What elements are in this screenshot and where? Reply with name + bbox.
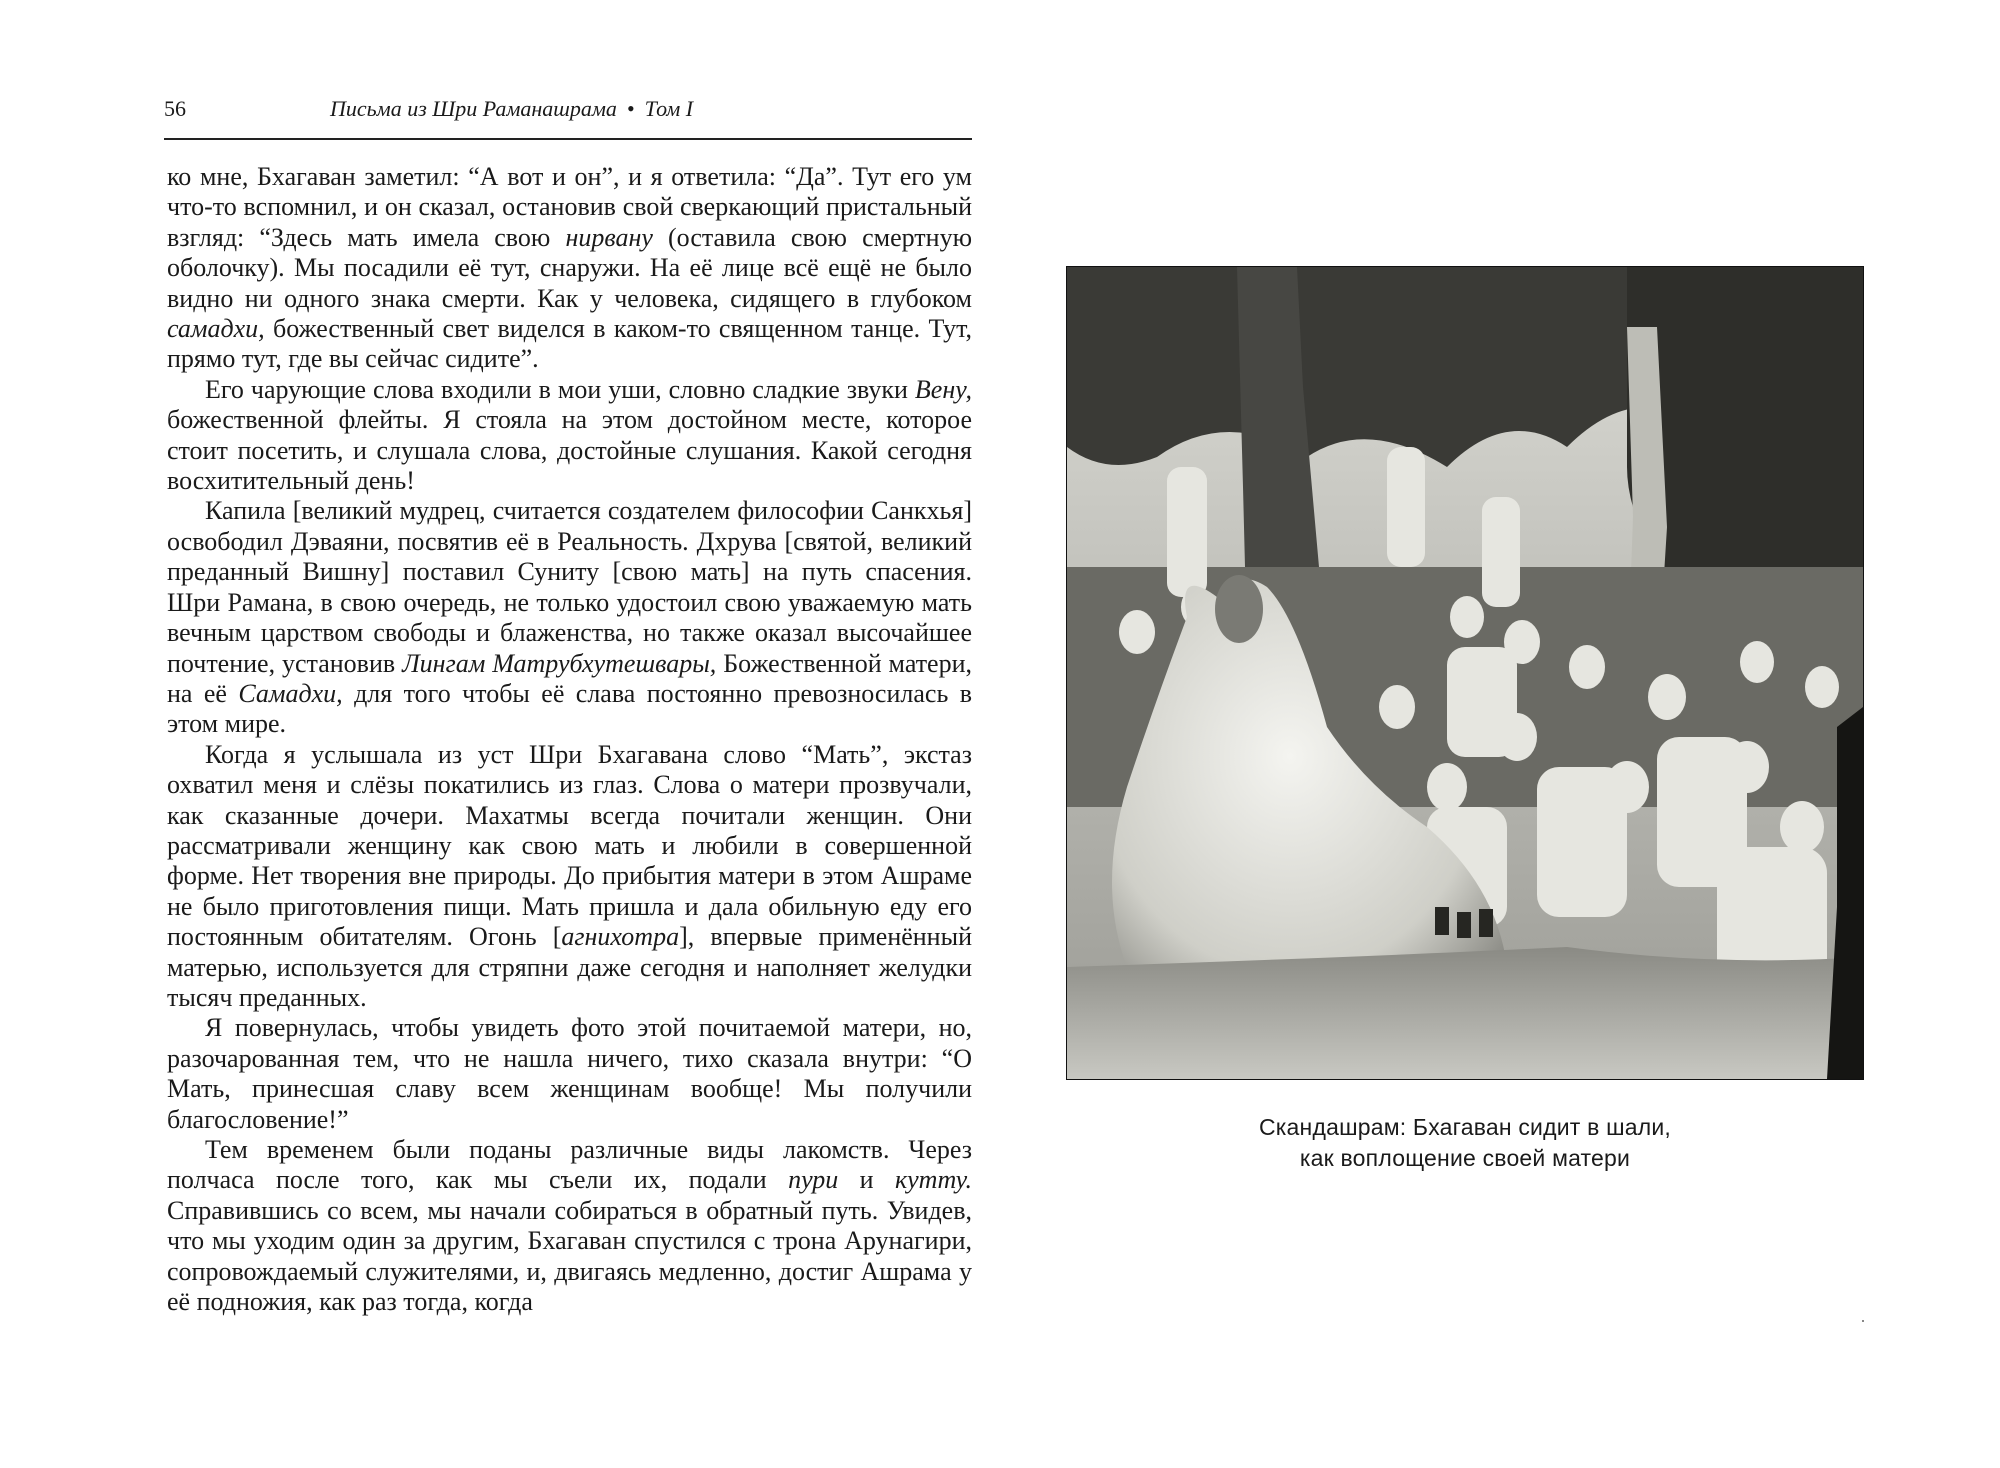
italic-term: Лингам Матрубхутешвары,	[402, 648, 717, 678]
text-run: и	[838, 1165, 895, 1195]
body-paragraph	[167, 162, 972, 375]
text-run: ко мне, Бхагаван заметил: “А вот и он”, и я ответила: “Да”. Тут его ум что-то вспомнил, и он сказал, остановив свой сверкающий пристальный взгляд: “Здесь мать имела свою	[167, 162, 972, 252]
body-paragraph	[167, 496, 972, 739]
volume-label: Том I	[644, 96, 694, 121]
text-run: Справившись со всем, мы начали собираться в обратный путь. Увидев, что мы уходим один за другим, Бхагаван спустился с трона Арунагири, сопровождаемый служителями, и, двигаясь медленно, достиг Ашрама у её подножия, как раз тогда, когда	[167, 1195, 972, 1317]
body-paragraph	[167, 1013, 972, 1135]
body-paragraph	[167, 1135, 972, 1317]
text-run: Его чарующие слова входили в мои уши, словно сладкие звуки	[205, 374, 915, 404]
italic-term: Самадхи,	[238, 678, 343, 708]
body-paragraph	[167, 375, 972, 497]
text-run: божественный свет виделся в каком-то священном танце. Тут, прямо тут, где вы сейчас сидите”.	[167, 314, 972, 374]
text-run: Капила [великий мудрец, считается создателем философии Санкхья] освободил Дэваяни, посвятив её в Реальность. Дхрува [святой, великий преданный Вишну] поставил Суниту [свою мать] на путь спасения. Шри Рамана, в свою очередь, не только удостоил свою уважаемую мать вечным царством свободы и блаженства, но также оказал высочайшее почтение, установив	[167, 496, 972, 678]
text-run: (оставила свою смертную оболочку). Мы посадили её тут, снаружи. На её лице всё ещё не было видно ни одного знака смерти. Как у человека, сидящего в глубоком	[167, 222, 972, 313]
caption-line-2: как воплощение своей матери	[1299, 1145, 1631, 1171]
text-column	[167, 162, 972, 1317]
caption-line-1: Скандашрам: Бхагаван сидит в шали,	[1258, 1114, 1671, 1140]
body-paragraph	[167, 740, 972, 1014]
italic-term: самадхи,	[167, 314, 265, 344]
text-run: для того чтобы её слава постоянно превозносилась в этом мире.	[167, 678, 972, 739]
scan-speck	[1862, 1320, 1864, 1322]
header-rule	[164, 138, 972, 140]
figure-photo	[1066, 266, 1864, 1080]
italic-term: кутту.	[894, 1165, 972, 1195]
running-head-separator: •	[626, 96, 635, 121]
seated-figure-head	[1215, 575, 1263, 643]
figure-caption	[1150, 1112, 1780, 1174]
italic-term: нирвану	[565, 222, 653, 252]
italic-term: Вену,	[914, 374, 972, 404]
book-title: Письма из Шри Раманашрама	[330, 96, 617, 121]
running-head	[330, 94, 693, 124]
text-run: божественной флейты. Я стояла на этом достойном месте, которое стоит посетить, и слушала слова, достойные слушания. Какой сегодня восхитительный день!	[167, 405, 972, 496]
text-run: Когда я услышала из уст Шри Бхагавана слово “Мать”, экстаз охватил меня и слёзы покатились из глаз. Слова о матери прозвучали, как сказанные дочери. Махатмы всегда почитали женщин. Они рассматривали женщину как свою мать и любили в совершенной форме. Нет творения вне природы. До прибытия матери в этом Ашраме не было приготовления пищи. Мать пришла и дала обильную еду его постоянным обитателям. Огонь [	[167, 739, 972, 952]
italic-term: агнихотра	[561, 922, 680, 952]
text-run: Тем временем были поданы различные виды лакомств. Через полчаса после того, как мы съели их, подали	[167, 1135, 972, 1195]
text-run: Божественной матери, на её	[167, 648, 973, 708]
page-number: 56	[164, 96, 186, 121]
italic-term: пури	[788, 1165, 839, 1195]
text-run: Я повернулась, чтобы увидеть фото этой почитаемой матери, но, разочарованная тем, что не нашла ничего, тихо сказала внутри: “О Мать, принесшая славу всем женщинам вообще! Мы получили благословение!”	[167, 1013, 972, 1134]
ground	[1067, 947, 1863, 1079]
text-run: ], впервые применённый матерью, используется для стряпни даже сегодня и наполняет желудки тысяч преданных.	[167, 922, 972, 1012]
